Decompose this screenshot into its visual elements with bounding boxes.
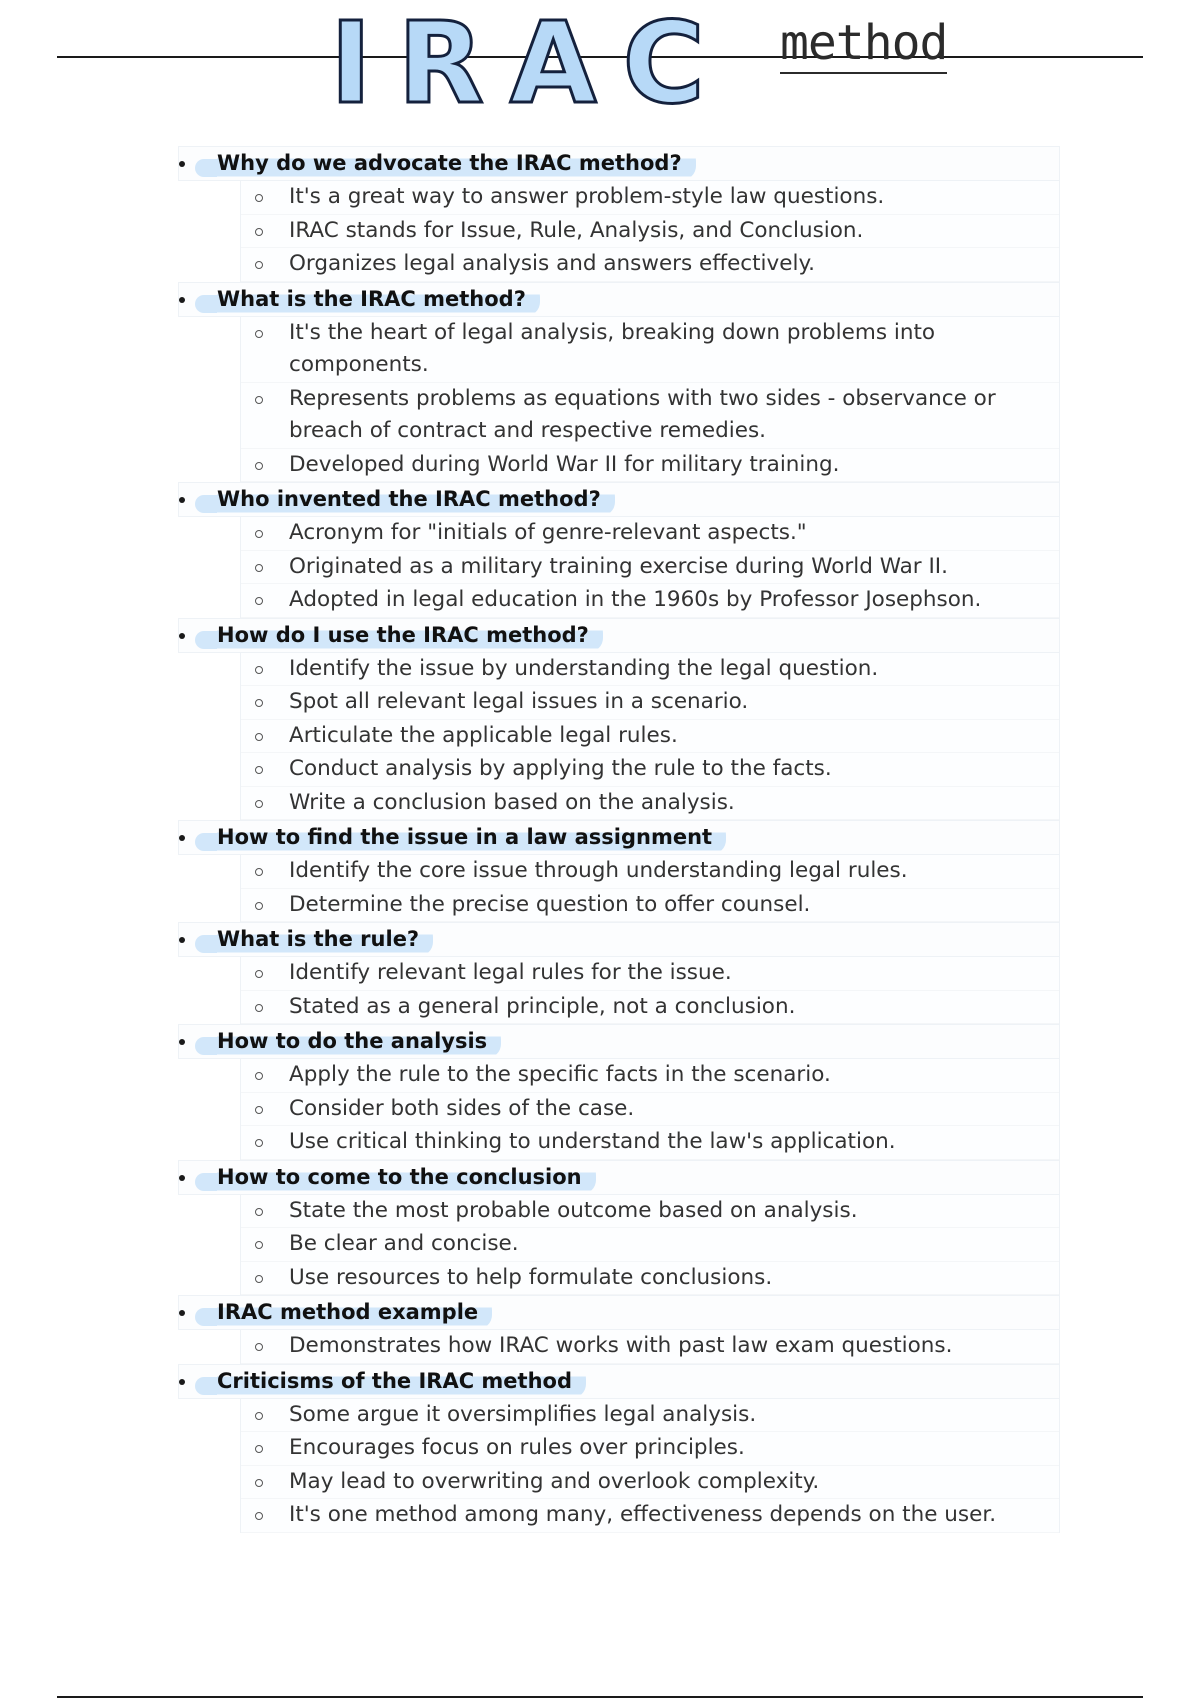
note-section [178, 1364, 1060, 1533]
hollow-bullet-icon [255, 868, 263, 876]
hollow-bullet-icon [255, 564, 263, 572]
answer-text: Adopted in legal education in the 1960s by Professor Josephson. [289, 587, 982, 612]
answer-text: Conduct analysis by applying the rule to the facts. [289, 756, 832, 781]
answer-item [241, 957, 1059, 991]
question-heading: What is the IRAC method? [217, 283, 540, 316]
hollow-bullet-icon [255, 1275, 263, 1283]
question-row [178, 922, 1060, 957]
note-section [178, 1160, 1060, 1296]
answer-text: Use resources to help formulate conclusions. [289, 1264, 773, 1290]
note-section [178, 820, 1060, 922]
hollow-bullet-icon [255, 1512, 263, 1520]
answer-item [241, 1059, 1059, 1093]
note-section [178, 1024, 1060, 1160]
hollow-bullet-icon [255, 261, 263, 269]
answer-text: Represents problems as equations with two sides - observance or breach of contract and respective remedies. [289, 385, 996, 443]
answer-text: Be clear and concise. [289, 1231, 519, 1256]
question-row [178, 1364, 1060, 1399]
answer-text: Identify the issue by understanding the legal question. [289, 655, 879, 681]
question-row [178, 146, 1060, 181]
answer-item [241, 889, 1059, 923]
answer-list [240, 855, 1060, 922]
answer-text: It's one method among many, effectiveness depends on the user. [289, 1502, 997, 1527]
answer-item [241, 449, 1059, 483]
note-section [178, 922, 1060, 1024]
hollow-bullet-icon [255, 800, 263, 808]
answer-list [240, 957, 1060, 1024]
answer-text: Acronym for "initials of genre-relevant aspects." [289, 520, 807, 545]
answer-item [241, 551, 1059, 585]
answer-item [241, 181, 1059, 215]
answer-text: Stated as a general principle, not a conclusion. [289, 993, 796, 1019]
hollow-bullet-icon [255, 902, 263, 910]
answer-text: State the most probable outcome based on analysis. [289, 1197, 858, 1223]
question-row [178, 1024, 1060, 1059]
title-text: IRAC [330, 0, 731, 120]
bullet-icon [179, 633, 185, 639]
question-heading: Why do we advocate the IRAC method? [217, 147, 696, 180]
answer-item [241, 720, 1059, 754]
note-section [178, 282, 1060, 483]
hollow-bullet-icon [255, 766, 263, 774]
question-row [178, 282, 1060, 317]
question-heading: Who invented the IRAC method? [217, 483, 615, 516]
answer-item [241, 991, 1059, 1025]
hollow-bullet-icon [255, 462, 263, 470]
answer-item [241, 1330, 1059, 1364]
answer-item [241, 383, 1059, 449]
question-row [178, 482, 1060, 517]
answer-item [241, 1466, 1059, 1500]
answer-text: Use critical thinking to understand the law's application. [289, 1129, 896, 1154]
question-row [178, 1295, 1060, 1330]
answer-text: Originated as a military training exercise during World War II. [289, 553, 948, 579]
bullet-icon [179, 297, 185, 303]
bullet-icon [179, 1039, 185, 1045]
question-heading: How do I use the IRAC method? [217, 619, 603, 652]
answer-item [241, 1126, 1059, 1160]
answer-text: Encourages focus on rules over principles. [289, 1435, 745, 1460]
hollow-bullet-icon [255, 330, 263, 338]
answer-text: Some argue it oversimplifies legal analysis. [289, 1401, 757, 1427]
bullet-icon [179, 497, 185, 503]
question-row [178, 820, 1060, 855]
question-heading: How to do the analysis [217, 1025, 501, 1058]
answer-item [241, 1399, 1059, 1433]
hollow-bullet-icon [255, 1412, 263, 1420]
hollow-bullet-icon [255, 1139, 263, 1147]
answer-item [241, 753, 1059, 787]
answer-item [241, 653, 1059, 687]
answer-item [241, 1093, 1059, 1127]
page-title [330, 0, 770, 120]
answer-list [240, 1330, 1060, 1364]
hollow-bullet-icon [255, 194, 263, 202]
answer-text: May lead to overwriting and overlook complexity. [289, 1468, 820, 1494]
answer-text: It's a great way to answer problem-style law questions. [289, 184, 885, 209]
answer-text: Spot all relevant legal issues in a scenario. [289, 689, 749, 714]
answer-text: Demonstrates how IRAC works with past law exam questions. [289, 1333, 953, 1358]
hollow-bullet-icon [255, 1445, 263, 1453]
hollow-bullet-icon [255, 733, 263, 741]
note-section [178, 482, 1060, 618]
note-section [178, 1295, 1060, 1364]
question-heading: What is the rule? [217, 923, 433, 956]
answer-text: Consider both sides of the case. [289, 1095, 635, 1121]
hollow-bullet-icon [255, 1343, 263, 1351]
answer-list [240, 653, 1060, 821]
answer-text: Organizes legal analysis and answers effectively. [289, 251, 815, 276]
answer-item [241, 1499, 1059, 1533]
note-section [178, 618, 1060, 821]
answer-text: Developed during World War II for military training. [289, 451, 840, 477]
answer-text: IRAC stands for Issue, Rule, Analysis, and Conclusion. [289, 217, 864, 243]
answer-text: Articulate the applicable legal rules. [289, 722, 678, 748]
answer-list [240, 1059, 1060, 1160]
answer-list [240, 517, 1060, 618]
answer-list [240, 181, 1060, 282]
answer-text: Write a conclusion based on the analysis. [289, 789, 735, 815]
hollow-bullet-icon [255, 699, 263, 707]
answer-item [241, 686, 1059, 720]
hollow-bullet-icon [255, 228, 263, 236]
hollow-bullet-icon [255, 1072, 263, 1080]
hollow-bullet-icon [255, 1106, 263, 1114]
answer-item [241, 1195, 1059, 1229]
hollow-bullet-icon [255, 666, 263, 674]
answer-item [241, 1432, 1059, 1466]
answer-list [240, 1399, 1060, 1533]
bullet-icon [179, 1379, 185, 1385]
answer-item [241, 1228, 1059, 1262]
note-section [178, 146, 1060, 282]
notes-list [178, 146, 1060, 1533]
bullet-icon [179, 1310, 185, 1316]
page-subtitle: method [780, 16, 947, 74]
answer-text: Determine the precise question to offer counsel. [289, 891, 811, 917]
answer-text: It's the heart of legal analysis, breaking down problems into components. [289, 319, 936, 377]
hollow-bullet-icon [255, 1479, 263, 1487]
answer-item [241, 855, 1059, 889]
hollow-bullet-icon [255, 1004, 263, 1012]
hollow-bullet-icon [255, 1208, 263, 1216]
answer-item [241, 787, 1059, 821]
question-heading: How to find the issue in a law assignment [217, 821, 726, 854]
bullet-icon [179, 937, 185, 943]
question-heading: Criticisms of the IRAC method [217, 1365, 586, 1398]
bullet-icon [179, 835, 185, 841]
answer-item [241, 1262, 1059, 1296]
answer-text: Identify relevant legal rules for the issue. [289, 960, 732, 985]
answer-item [241, 215, 1059, 249]
hollow-bullet-icon [255, 530, 263, 538]
hollow-bullet-icon [255, 396, 263, 404]
answer-item [241, 317, 1059, 383]
answer-item [241, 517, 1059, 551]
question-row [178, 1160, 1060, 1195]
hollow-bullet-icon [255, 1241, 263, 1249]
answer-list [240, 317, 1060, 483]
answer-list [240, 1195, 1060, 1296]
question-heading: How to come to the conclusion [217, 1161, 596, 1194]
hollow-bullet-icon [255, 597, 263, 605]
bullet-icon [179, 161, 185, 167]
answer-text: Apply the rule to the specific facts in the scenario. [289, 1062, 831, 1087]
bullet-icon [179, 1175, 185, 1181]
answer-item [241, 248, 1059, 282]
bottom-rule-line [57, 1696, 1143, 1698]
question-heading: IRAC method example [217, 1296, 492, 1329]
answer-item [241, 584, 1059, 618]
hollow-bullet-icon [255, 970, 263, 978]
question-row [178, 618, 1060, 653]
answer-text: Identify the core issue through understanding legal rules. [289, 858, 908, 883]
